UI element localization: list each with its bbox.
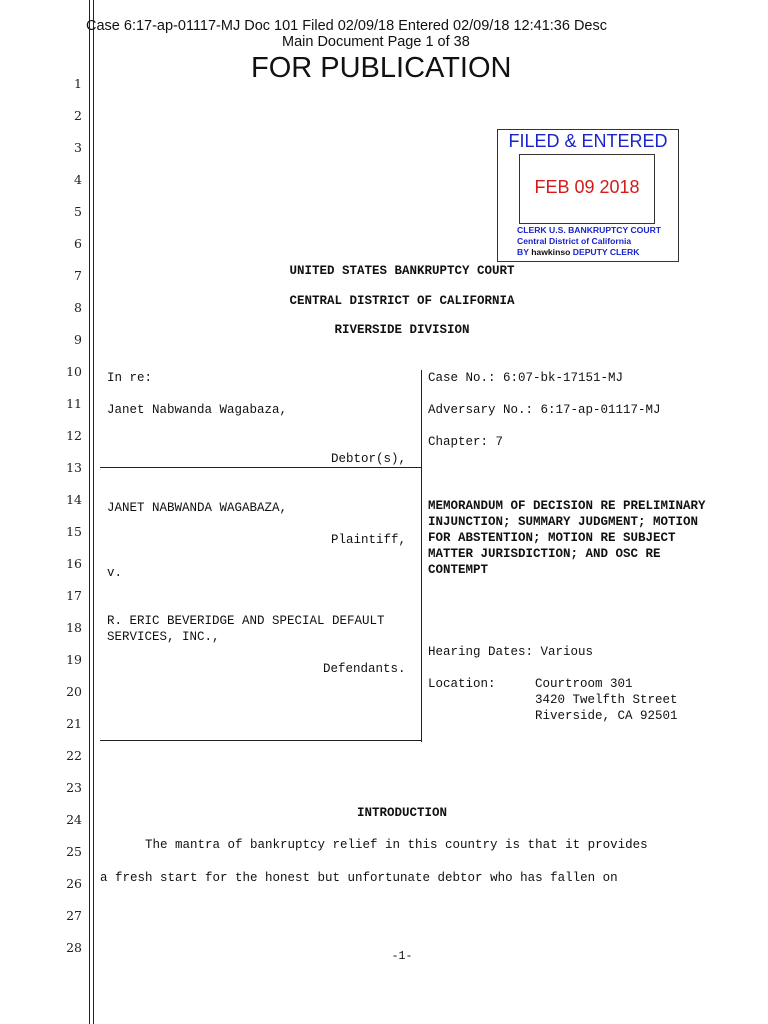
stamp-by-prefix: BY xyxy=(517,247,529,257)
location-label: Location: xyxy=(428,677,496,691)
memo-title-line: FOR ABSTENTION; MOTION RE SUBJECT xyxy=(428,531,676,545)
location-line: Riverside, CA 92501 xyxy=(535,709,678,723)
location-line: Courtroom 301 xyxy=(535,677,633,691)
plaintiff-label: Plaintiff, xyxy=(331,533,407,547)
line-number: 14 xyxy=(66,492,82,507)
plaintiff-name: JANET NABWANDA WAGABAZA, xyxy=(107,501,288,515)
line-number: 28 xyxy=(66,940,82,955)
line-number: 7 xyxy=(74,268,82,283)
line-number: 17 xyxy=(66,588,82,603)
defendant-line-1: R. ERIC BEVERIDGE AND SPECIAL DEFAULT xyxy=(107,614,385,628)
stamp-district-line: Central District of California xyxy=(517,236,632,246)
body-text-line: The mantra of bankruptcy relief in this country is that it provides xyxy=(145,838,648,852)
case-header-subline: Main Document Page 1 of 38 xyxy=(282,34,470,50)
line-number: 21 xyxy=(66,716,82,731)
line-number: 4 xyxy=(74,172,82,187)
stamp-by-line xyxy=(517,247,639,257)
case-header-line: Case 6:17-ap-01117-MJ Doc 101 Filed 02/09/18 Entered 02/09/18 12:41:36 Desc xyxy=(86,18,607,34)
line-number: 25 xyxy=(66,844,82,859)
debtor-label: Debtor(s), xyxy=(331,452,407,466)
line-number: 6 xyxy=(74,236,82,251)
line-number: 9 xyxy=(74,332,82,347)
caption-rule-debtor xyxy=(100,467,421,468)
court-name: UNITED STATES BANKRUPTCY COURT xyxy=(289,264,515,278)
body-text-line: a fresh start for the honest but unfortunate debtor who has fallen on xyxy=(100,871,618,885)
line-number: 18 xyxy=(66,620,82,635)
margin-rule-outer xyxy=(89,0,90,1024)
memo-title-line: CONTEMPT xyxy=(428,563,489,577)
stamp-title: FILED & ENTERED xyxy=(508,131,668,151)
line-number: 12 xyxy=(66,428,82,443)
stamp-date-box xyxy=(519,154,655,224)
debtor-name: Janet Nabwanda Wagabaza, xyxy=(107,403,288,417)
hearing-dates: Hearing Dates: Various xyxy=(428,645,594,659)
line-number: 5 xyxy=(74,204,82,219)
defendant-line-2: SERVICES, INC., xyxy=(107,630,220,644)
line-number: 2 xyxy=(74,108,82,123)
memo-title-line: MEMORANDUM OF DECISION RE PRELIMINARY xyxy=(428,499,706,513)
filed-entered-stamp xyxy=(497,129,679,262)
caption-rule-bottom xyxy=(100,740,421,741)
line-number: 27 xyxy=(66,908,82,923)
in-re-label: In re: xyxy=(107,371,153,385)
line-number: 15 xyxy=(66,524,82,539)
court-district: CENTRAL DISTRICT OF CALIFORNIA xyxy=(289,294,515,308)
caption-divider xyxy=(421,370,422,742)
margin-rule-inner xyxy=(93,0,94,1024)
line-number: 13 xyxy=(66,460,82,475)
stamp-date: FEB 09 2018 xyxy=(534,177,640,197)
chapter: Chapter: 7 xyxy=(428,435,504,449)
line-number: 11 xyxy=(66,396,82,411)
page-number: -1- xyxy=(391,950,413,963)
line-number: 16 xyxy=(66,556,82,571)
line-number: 23 xyxy=(66,780,82,795)
adversary-number: Adversary No.: 6:17-ap-01117-MJ xyxy=(428,403,661,417)
line-number: 26 xyxy=(66,876,82,891)
line-number: 22 xyxy=(66,748,82,763)
location-line: 3420 Twelfth Street xyxy=(535,693,678,707)
introduction-heading: INTRODUCTION xyxy=(356,806,447,820)
line-number: 20 xyxy=(66,684,82,699)
line-number: 19 xyxy=(66,652,82,667)
publication-title: FOR PUBLICATION xyxy=(251,52,512,84)
stamp-clerk-name: hawkinso xyxy=(531,247,571,257)
memo-title-line: INJUNCTION; SUMMARY JUDGMENT; MOTION xyxy=(428,515,699,529)
line-number: 3 xyxy=(74,140,82,155)
stamp-clerk-title: DEPUTY CLERK xyxy=(572,247,640,257)
line-number: 10 xyxy=(66,364,82,379)
line-number: 8 xyxy=(74,300,82,315)
memo-title-line: MATTER JURISDICTION; AND OSC RE xyxy=(428,547,661,561)
court-division: RIVERSIDE DIVISION xyxy=(334,323,470,337)
line-number: 1 xyxy=(74,76,82,91)
line-number: 24 xyxy=(66,812,82,827)
stamp-clerk-line: CLERK U.S. BANKRUPTCY COURT xyxy=(517,225,662,235)
defendant-label: Defendants. xyxy=(323,662,406,676)
versus: v. xyxy=(107,566,123,580)
case-number: Case No.: 6:07-bk-17151-MJ xyxy=(428,371,624,385)
